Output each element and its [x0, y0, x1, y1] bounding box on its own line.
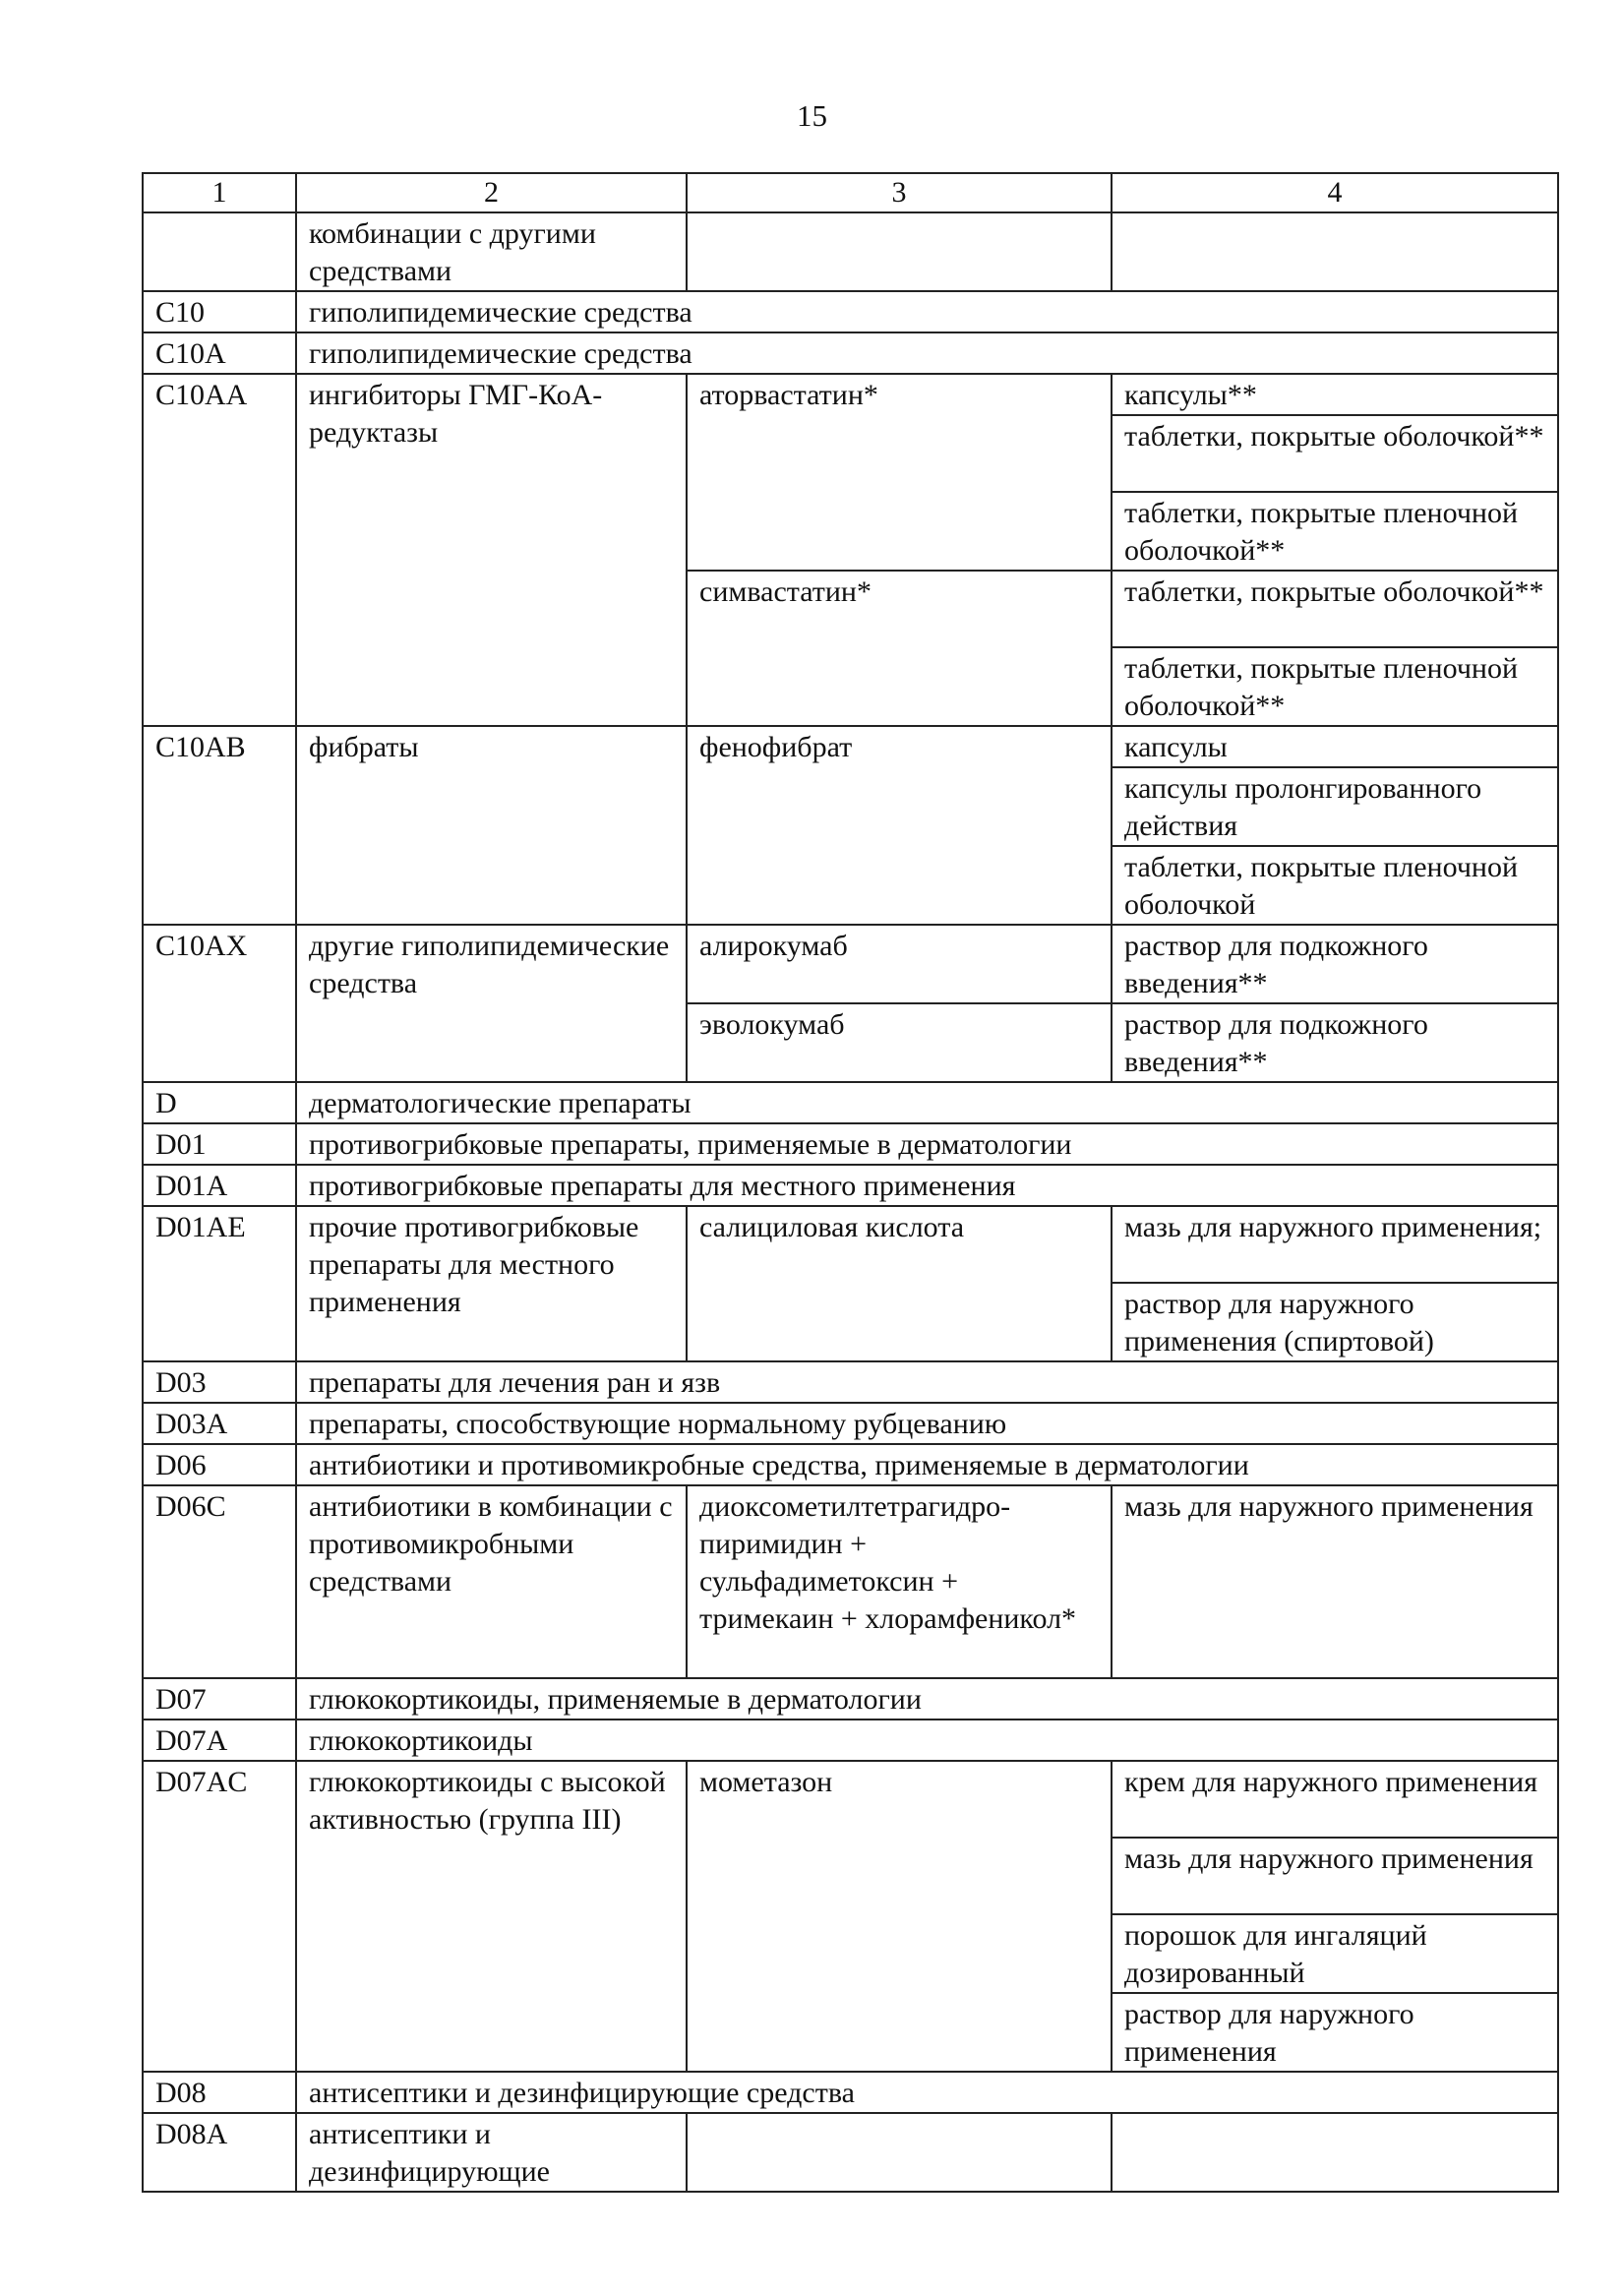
atc-code: D06 — [143, 1444, 296, 1485]
dosage-form: таблетки, покрытые пленочной оболочкой — [1112, 846, 1558, 925]
table-row — [143, 212, 1558, 291]
dosage-form: капсулы** — [1112, 374, 1558, 415]
table-row — [143, 1720, 1558, 1761]
group-name: противогрибковые препараты для местного применения — [296, 1165, 1558, 1206]
drug-name: мометазон — [687, 1761, 1112, 2072]
dosage-form: раствор для подкожного введения** — [1112, 925, 1558, 1003]
group-name: фибраты — [296, 726, 687, 925]
table-row — [143, 1761, 1558, 1838]
drug-name: симвастатин* — [687, 571, 1112, 726]
group-name: ингибиторы ГМГ-КоА-редуктазы — [296, 374, 687, 726]
table-row — [143, 2113, 1558, 2192]
column-header-3: 3 — [687, 173, 1112, 212]
group-name: другие гиполипидемические средства — [296, 925, 687, 1082]
dosage-form: таблетки, покрытые оболочкой** — [1112, 571, 1558, 647]
atc-code: D03A — [143, 1403, 296, 1444]
atc-code: D07A — [143, 1720, 296, 1761]
atc-code: D08A — [143, 2113, 296, 2192]
group-name: антисептики и дезинфицирующие средства — [296, 2072, 1558, 2113]
atc-code: D — [143, 1082, 296, 1123]
dosage-form: таблетки, покрытые пленочной оболочкой** — [1112, 492, 1558, 571]
dosage-form: раствор для наружного применения — [1112, 1993, 1558, 2072]
atc-code — [143, 212, 296, 291]
table-row — [143, 1123, 1558, 1165]
table-row — [143, 1206, 1558, 1283]
atc-code: C10AB — [143, 726, 296, 925]
column-header-1: 1 — [143, 173, 296, 212]
atc-code: C10A — [143, 332, 296, 374]
dosage-form: раствор для наружного применения (спиртовой) — [1112, 1283, 1558, 1361]
group-name: гиполипидемические средства — [296, 291, 1558, 332]
atc-code: C10AX — [143, 925, 296, 1082]
dosage-form: порошок для ингаляций дозированный — [1112, 1914, 1558, 1993]
group-name: препараты, способствующие нормальному рубцеванию — [296, 1403, 1558, 1444]
table-row — [143, 291, 1558, 332]
drug-name: диоксометилтетрагидро-пиримидин + сульфадиметоксин + тримекаин + хлорамфеникол* — [687, 1485, 1112, 1678]
dosage-form: таблетки, покрытые пленочной оболочкой** — [1112, 647, 1558, 726]
table-row — [143, 1403, 1558, 1444]
table-row — [143, 1165, 1558, 1206]
dosage-form: мазь для наружного применения — [1112, 1838, 1558, 1914]
atc-code: D01AE — [143, 1206, 296, 1361]
dosage-form — [1112, 2113, 1558, 2192]
atc-code: D08 — [143, 2072, 296, 2113]
atc-code: C10 — [143, 291, 296, 332]
dosage-form: крем для наружного применения — [1112, 1761, 1558, 1838]
table-row — [143, 1361, 1558, 1403]
page-number: 15 — [797, 98, 827, 133]
dosage-form — [1112, 212, 1558, 291]
group-name: комбинации с другими средствами — [296, 212, 687, 291]
table-row — [143, 1678, 1558, 1720]
table-row — [143, 726, 1558, 767]
dosage-form: капсулы — [1112, 726, 1558, 767]
atc-code: D01 — [143, 1123, 296, 1165]
group-name: противогрибковые препараты, применяемые в дерматологии — [296, 1123, 1558, 1165]
drug-name: салициловая кислота — [687, 1206, 1112, 1361]
group-name: глюкокортикоиды — [296, 1720, 1558, 1761]
drug-name: эволокумаб — [687, 1003, 1112, 1082]
atc-code: D01A — [143, 1165, 296, 1206]
drug-name: фенофибрат — [687, 726, 1112, 925]
atc-drug-table — [142, 172, 1559, 2193]
group-name: глюкокортикоиды с высокой активностью (группа III) — [296, 1761, 687, 2072]
dosage-form: раствор для подкожного введения** — [1112, 1003, 1558, 1082]
atc-code: D07 — [143, 1678, 296, 1720]
drug-name — [687, 2113, 1112, 2192]
column-header-2: 2 — [296, 173, 687, 212]
table-row — [143, 2072, 1558, 2113]
dosage-form: мазь для наружного применения; — [1112, 1206, 1558, 1283]
table-row — [143, 1485, 1558, 1678]
dosage-form: мазь для наружного применения — [1112, 1485, 1558, 1678]
dosage-form: таблетки, покрытые оболочкой** — [1112, 415, 1558, 492]
atc-code: C10AA — [143, 374, 296, 726]
column-header-4: 4 — [1112, 173, 1558, 212]
table-header-row — [143, 173, 1558, 212]
atc-code: D07AC — [143, 1761, 296, 2072]
group-name: препараты для лечения ран и язв — [296, 1361, 1558, 1403]
atc-code: D03 — [143, 1361, 296, 1403]
group-name: дерматологические препараты — [296, 1082, 1558, 1123]
atc-code: D06C — [143, 1485, 296, 1678]
table-row — [143, 332, 1558, 374]
table-row — [143, 1082, 1558, 1123]
group-name: антисептики и дезинфицирующие — [296, 2113, 687, 2192]
drug-name: алирокумаб — [687, 925, 1112, 1003]
group-name: антибиотики в комбинации с противомикробными средствами — [296, 1485, 687, 1678]
group-name: антибиотики и противомикробные средства, применяемые в дерматологии — [296, 1444, 1558, 1485]
table-row — [143, 374, 1558, 415]
group-name: гиполипидемические средства — [296, 332, 1558, 374]
group-name: прочие противогрибковые препараты для местного применения — [296, 1206, 687, 1361]
dosage-form: капсулы пролонгированного действия — [1112, 767, 1558, 846]
drug-name — [687, 212, 1112, 291]
table-row — [143, 925, 1558, 1003]
group-name: глюкокортикоиды, применяемые в дерматологии — [296, 1678, 1558, 1720]
drug-name: аторвастатин* — [687, 374, 1112, 571]
table-row — [143, 1444, 1558, 1485]
